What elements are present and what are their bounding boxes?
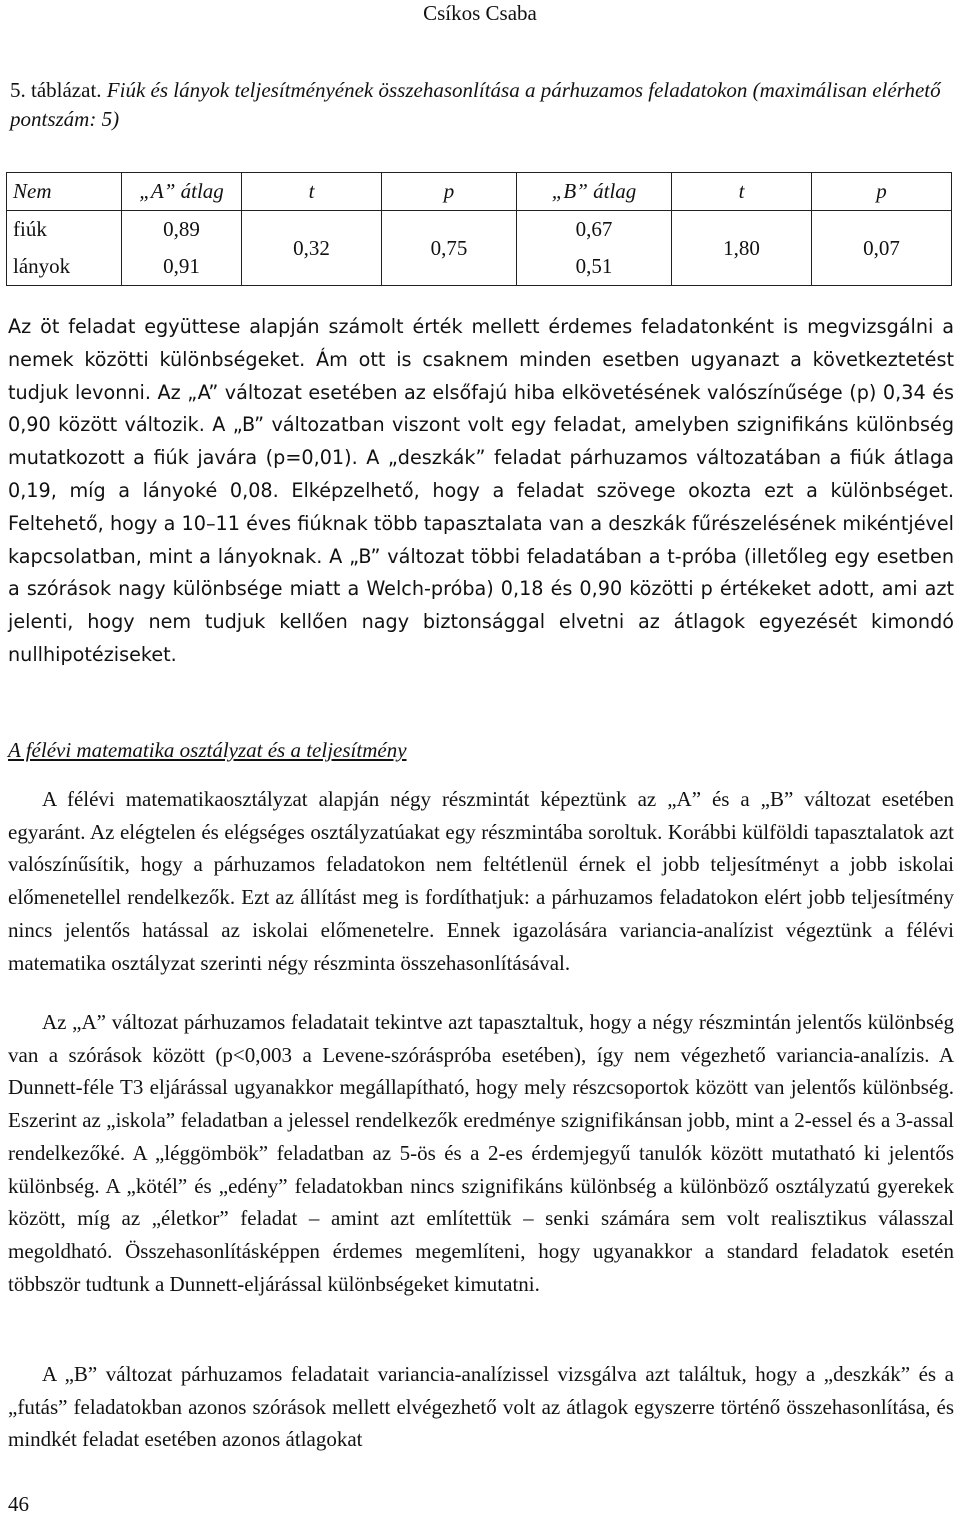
paragraph-1: Az öt feladat együttese alapján számolt érték mellett érdemes feladatonként is megvizsgálni a nemek közötti különbségeket. Ám ott is csaknem minden esetben ugyanazt a következtetést tudjuk levonni. Az „A” változat esetében az elsőfajú hiba elkövetésének valószínűsége (p) 0,34 és 0,90 között változik. A „B” változatban viszont volt egy feladat, amelyben szignifikáns különbség mutatkozott a fiúk javára (p=0,01). A „deszkák” feladat párhuzamos változatában a fiúk átlaga 0,19, míg a lányoké 0,08. Elképzelhető, hogy a feladat szövege okozta ezt a különbséget. Feltehető, hogy a 10–11 éves fiúknak több tapasztalata van a deszkák fűrészelésének mikéntjével kapcsolatban, mint a lányoknak. A „B” változat többi feladatában a t-próba (illetőleg egy esetben a szórások nagy különbsége miatt a Welch-próba) 0,18 és 0,90 közötti p értékeket adott, ami azt jelenti, hogy nem tudjuk kellően nagy biztonsággal elvetni az átlagok egyezését kimondó nullhipotéziseket. [8, 315, 954, 666]
cell-nem: lányok [7, 248, 122, 286]
col-header-b-p: p [812, 173, 952, 211]
cell-a-p: 0,75 [382, 211, 517, 286]
col-header-a-atlag: „A” átlag [122, 173, 242, 211]
cell-nem: fiúk [7, 211, 122, 249]
col-header-b-t: t [672, 173, 812, 211]
col-header-nem: Nem [7, 173, 122, 211]
table-caption-number: 5. táblázat. [10, 78, 102, 102]
page-number: 46 [8, 1492, 29, 1516]
cell-a-atlag: 0,91 [122, 248, 242, 286]
cell-a-t: 0,32 [242, 211, 382, 286]
running-header: Csíkos Csaba [423, 1, 537, 25]
paragraph-2: A félévi matematikaosztályzat alapján négy részmintát képeztünk az „A” és a „B” változat esetében egyaránt. Az elégtelen és elégséges osztályzatúakat egy részmintába soroltuk. Korábbi külföldi tapasztalatok azt valószínűsítik, hogy a párhuzamos feladatokon nem feltétlenül érnek el jobb teljesítményt a jobb iskolai előmenetellel rendelkezők. Ezt az állítást meg is fordíthatjuk: a párhuzamos feladatokon elért jobb teljesítmény nincs jelentős hatással az iskolai előmenetelre. Ennek igazolására variancia-analízist végeztünk a félévi matematika osztályzat szerinti négy részminta összehasonlításával. [8, 787, 954, 975]
cell-b-t: 1,80 [672, 211, 812, 286]
paragraph-3: Az „A” változat párhuzamos feladatait tekintve azt tapasztaltuk, hogy a négy részmintán jelentős különbség van a szórások között (p<0,003 a Levene-szóráspróba esetében), így nem végezhető variancia-analízis. A Dunnett-féle T3 eljárással ugyanakkor megállapítható, hogy mely részcsoportok között van jelentős különbség. Eszerint az „iskola” feladatban a jelessel rendelkezők eredménye szignifikánsan jobb, mint a 2-essel és a 3-assal rendelkezőké. A „léggömbök” feladatban az 5-ös és a 2-es érdemjegyű tanulók között mutatható ki jelentős különbség. A „kötél” és „edény” feladatokban nincs szignifikáns különbség a különböző osztályzatú gyerekek között, míg az „életkor” feladat – amint azt említettük – senki számára sem volt realisztikus válasszal megoldható. Összehasonlításképpen érdemes megemlíteni, hogy ugyanakkor a standard feladatok esetén többször tudtunk a Dunnett-eljárással különbségeket kimutatni. [8, 1010, 954, 1296]
cell-b-atlag: 0,67 [517, 211, 672, 249]
table-caption [10, 76, 955, 134]
table-row-fiuk [7, 211, 952, 249]
paragraph-4: A „B” változat párhuzamos feladatait variancia-analízissel vizsgálva azt találtuk, hogy a „deszkák” és a „futás” feladatokban azonos szórások mellett elvégezhető volt az átlagok egyszerre történő összehasonlítása, és mindkét feladat esetében azonos átlagokat [8, 1362, 954, 1452]
col-header-a-t: t [242, 173, 382, 211]
cell-b-p: 0,07 [812, 211, 952, 286]
col-header-b-atlag: „B” átlag [517, 173, 672, 211]
section-heading: A félévi matematika osztályzat és a teljesítmény [8, 738, 407, 762]
col-header-a-p: p [382, 173, 517, 211]
table-header-row [7, 173, 952, 211]
cell-b-atlag: 0,51 [517, 248, 672, 286]
comparison-table [6, 172, 952, 286]
cell-a-atlag: 0,89 [122, 211, 242, 249]
table-caption-text: Fiúk és lányok teljesítményének összehasonlítása a párhuzamos feladatokon (maximálisan elérhető pontszám: 5) [10, 78, 941, 131]
